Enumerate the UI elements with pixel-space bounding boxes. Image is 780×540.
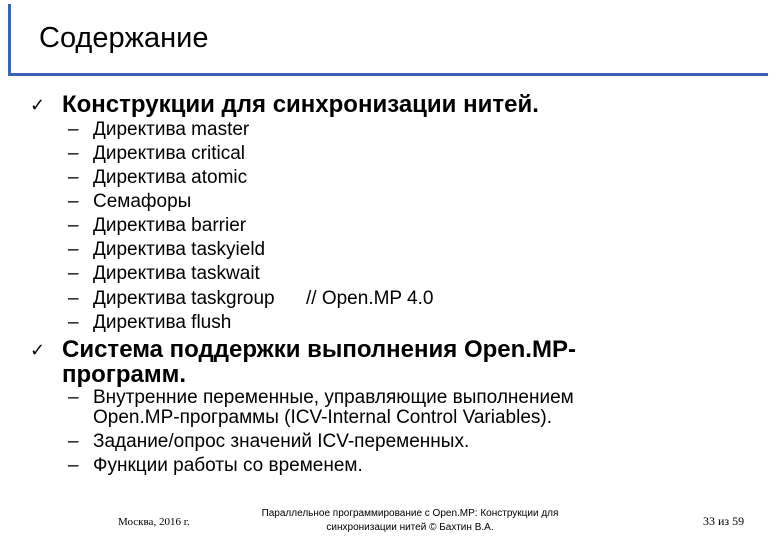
list-item-text: Директива atomic [93,167,248,188]
list-item-text: Директива critical [93,143,246,164]
list-item-text: Директива master [93,119,250,140]
openmp-version-note: // Open.MP 4.0 [306,288,434,309]
list-item-text: Директива taskgroup [93,288,275,309]
list-item-text: Функции работы со временем. [93,455,363,476]
page-number: 33 из 59 [703,514,745,528]
list-item-text: Задание/опрос значений ICV-переменных. [93,431,470,452]
list-item-text: Директива barrier [93,215,247,236]
footer-course-title-line2: синхронизации нитей © Бахтин В.А. [326,522,494,533]
list-item-text: Директива flush [93,312,232,333]
list-item-text: Директива taskwait [93,263,260,284]
page-title: Содержание [39,22,209,54]
list-item-text: Семафоры [93,191,192,212]
dash-bullet: – [68,455,79,476]
dash-bullet: – [68,387,79,408]
dash-bullet: – [68,288,79,309]
footer-location-date: Москва, 2016 г. [118,516,190,528]
dash-bullet: – [68,215,79,236]
footer-course-title [240,507,580,535]
dash-bullet: – [68,263,79,284]
dash-bullet: – [68,167,79,188]
section-sync-heading-text: Конструкции для синхронизации нитей. [62,91,539,118]
section-runtime-heading-line2: программ. [62,361,186,388]
title-bar [8,4,768,76]
dash-bullet: – [68,119,79,140]
dash-bullet: – [68,191,79,212]
section-runtime-heading-line1: Система поддержки выполнения Open.MP- [62,336,576,363]
footer-course-title-line1: Параллельное программирование с Open.MP: Конструкции для [261,508,559,519]
checkmark-icon: ✓ [30,340,46,360]
dash-bullet: – [68,312,79,333]
list-item-text: Внутренние переменные, управляющие выполнением [93,387,574,408]
dash-bullet: – [68,431,79,452]
checkmark-icon: ✓ [30,95,46,115]
list-item-text: Open.MP-программы (ICV-Internal Control Variables). [93,407,552,428]
dash-bullet: – [68,239,79,260]
dash-bullet: – [68,143,79,164]
list-item-text: Директива taskyield [93,239,266,260]
